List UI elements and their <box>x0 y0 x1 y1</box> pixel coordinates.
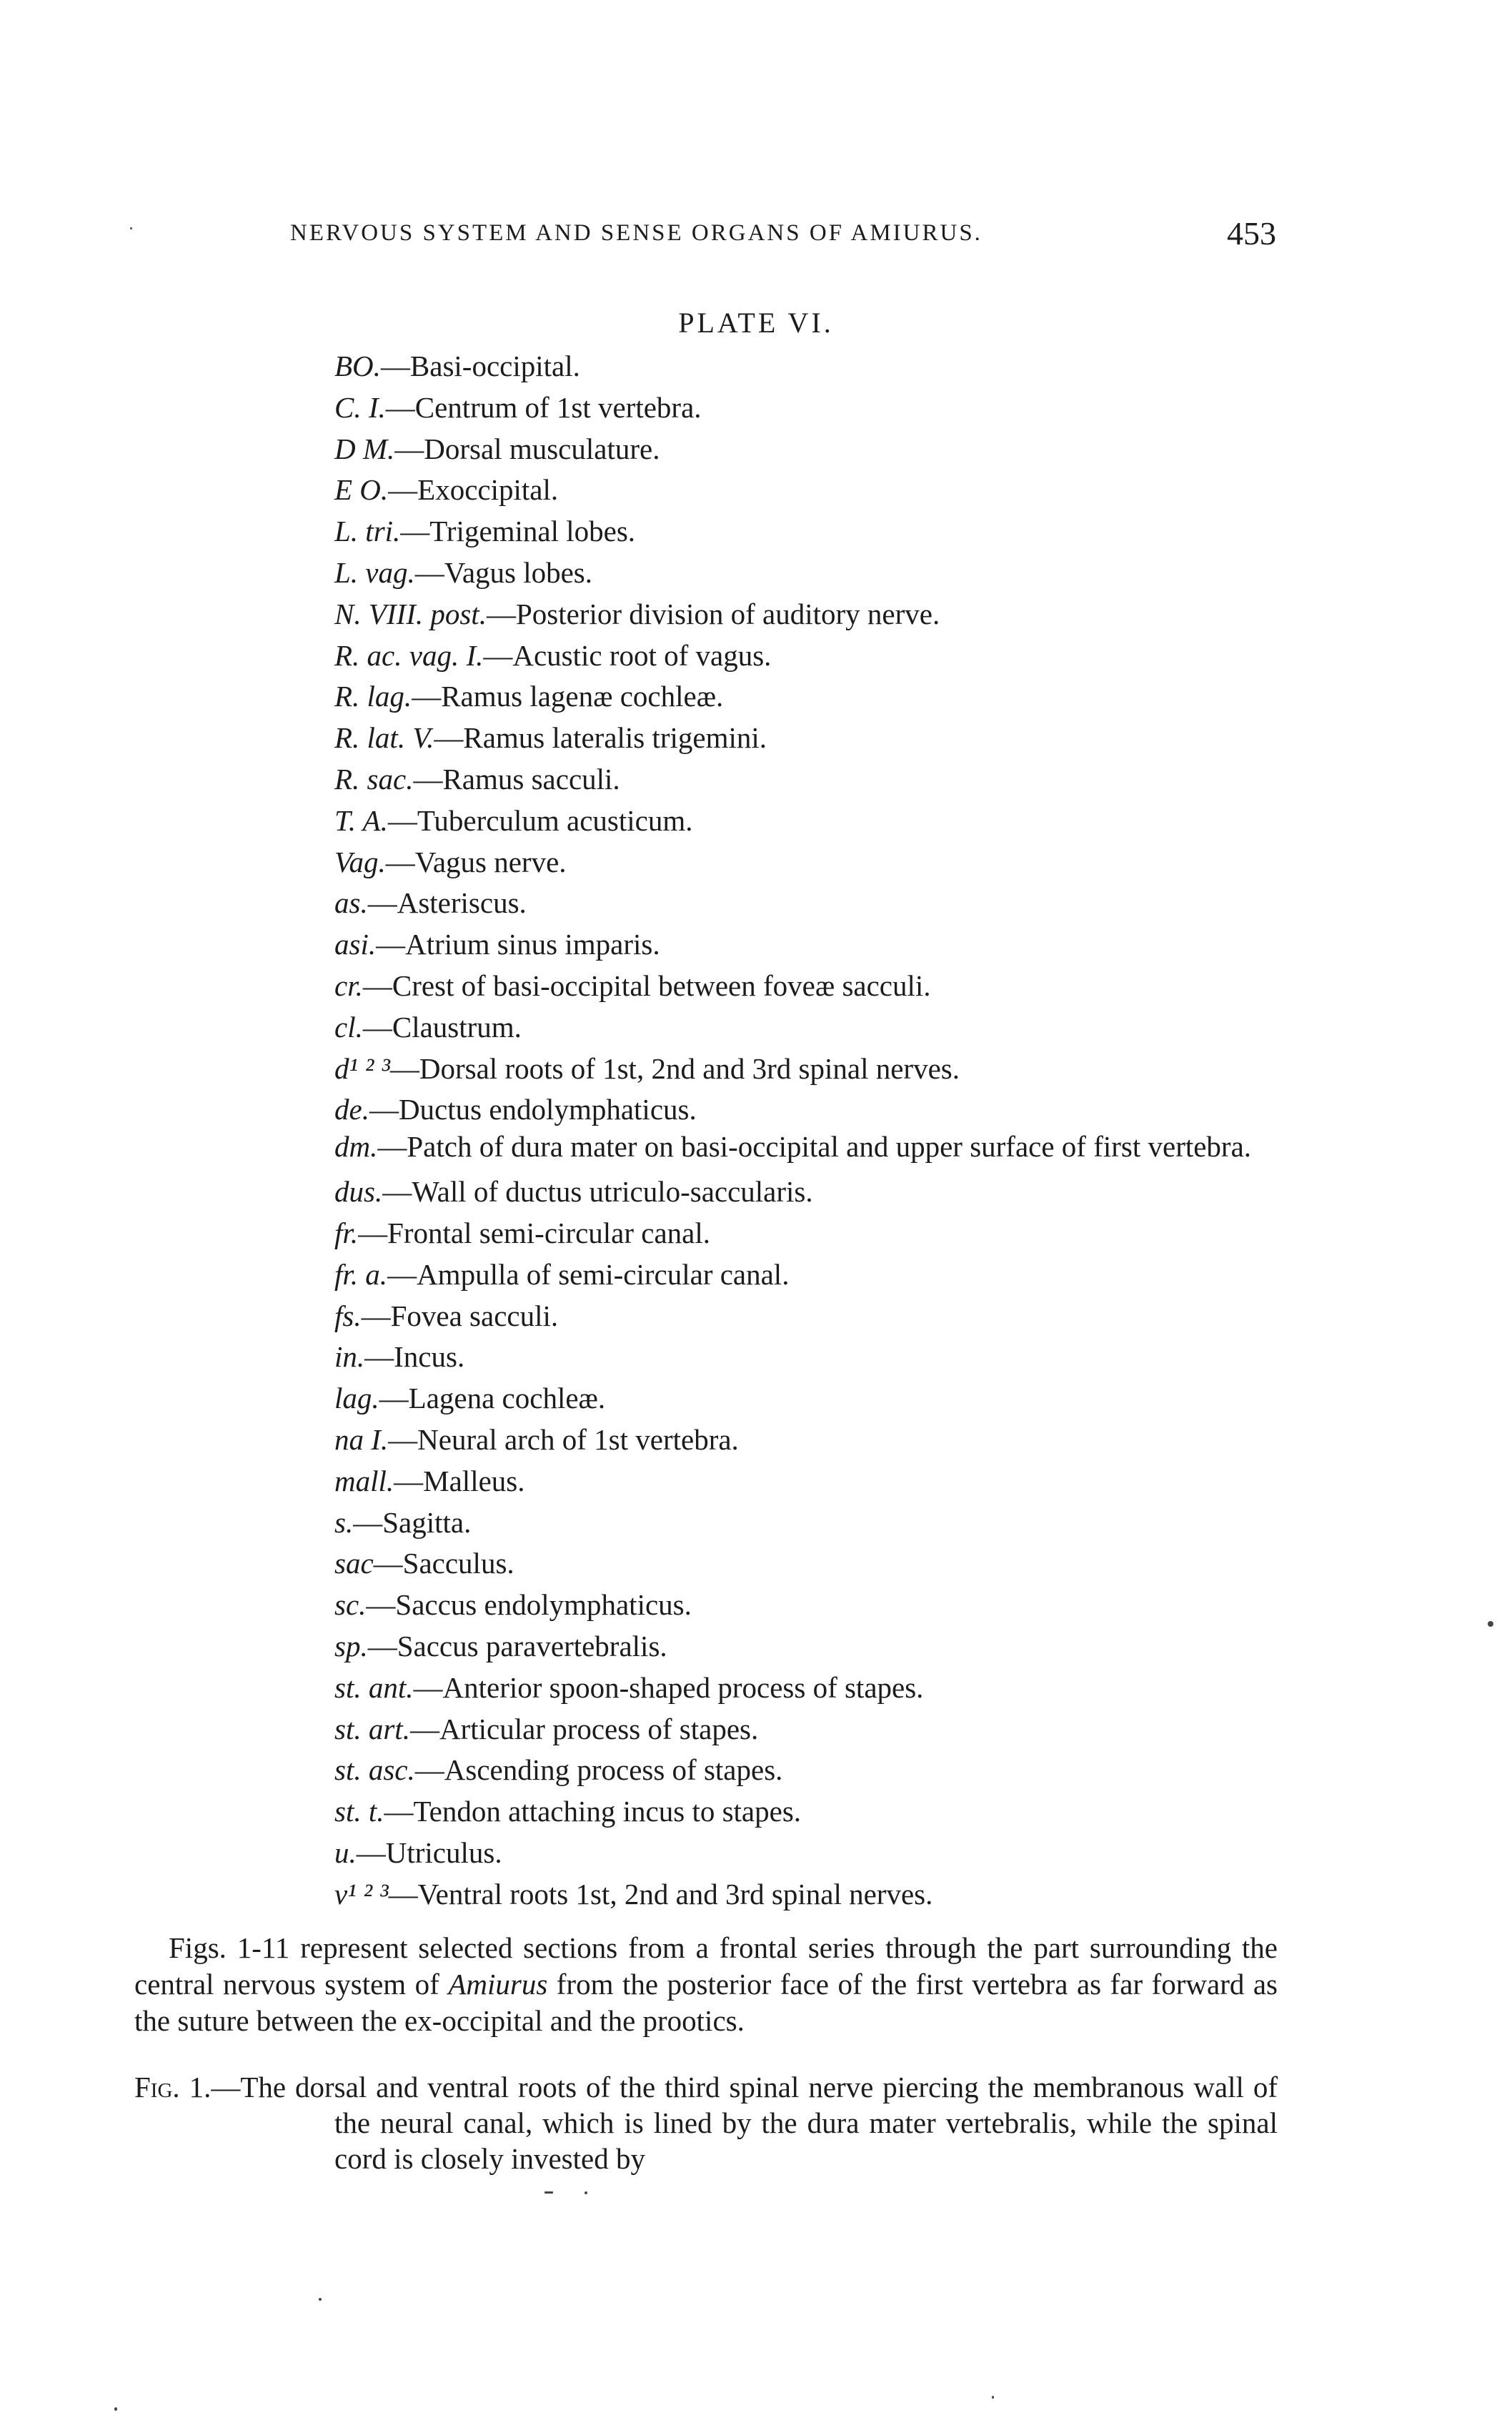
legend-item <box>334 1709 1278 1750</box>
legend-item <box>334 842 1278 883</box>
legend-dash: — <box>382 1175 412 1209</box>
legend-description: Lagena cochleæ. <box>408 1382 606 1415</box>
legend-description: Ventral roots 1st, 2nd and 3rd spinal nerves. <box>417 1877 933 1911</box>
page-number: 453 <box>1227 215 1276 252</box>
legend-abbreviation: Vag. <box>334 845 386 878</box>
legend-dash: — <box>387 1257 417 1291</box>
legend-item <box>334 1171 1278 1213</box>
legend-description: Dorsal musculature. <box>424 432 660 465</box>
legend-abbreviation: v¹ ² ³ <box>334 1877 389 1911</box>
legend-dash: — <box>361 1299 391 1332</box>
legend-abbreviation: R. sac. <box>334 762 414 796</box>
legend-description: Basi-occipital. <box>409 350 580 382</box>
legend-abbreviation: st. art. <box>334 1712 410 1745</box>
legend-description: Incus. <box>394 1340 465 1374</box>
legend-dash: — <box>486 597 516 630</box>
legend-item <box>334 470 1278 511</box>
legend-abbreviation: fr. a. <box>334 1257 388 1291</box>
legend-description: Ramus sacculi. <box>442 762 620 796</box>
legend-dash: — <box>373 1547 403 1580</box>
plate-heading: PLATE VI. <box>678 307 834 339</box>
running-head <box>290 214 1276 257</box>
legend-description: Articular process of stapes. <box>439 1712 759 1745</box>
figure-caption: Fig. 1.—The dorsal and ventral roots of the third spinal nerve piercing the membranous wall of the neural canal, which is lined by the dura mater vertebralis, while the spinal cord is closely invested by <box>134 2071 1278 2175</box>
legend-dash: — <box>414 555 444 589</box>
legend-dash: — <box>412 680 442 713</box>
legend-abbreviation: sc. <box>334 1588 367 1622</box>
legend-abbreviation: fs. <box>334 1299 362 1332</box>
legend-description: Trigeminal lobes. <box>429 515 636 548</box>
legend-description: Posterior division of auditory nerve. <box>515 597 940 630</box>
legend-dash: — <box>434 721 464 755</box>
legend-abbreviation: fr. <box>334 1216 359 1249</box>
legend-abbreviation: st. t. <box>334 1795 384 1828</box>
plate-legend <box>334 346 1278 1915</box>
legend-abbreviation: R. lat. V. <box>334 721 434 755</box>
legend-item <box>334 594 1278 635</box>
legend-description: Sagitta. <box>382 1505 472 1539</box>
legend-dash: — <box>384 1795 414 1828</box>
legend-item <box>334 1750 1278 1791</box>
legend-dash: — <box>367 1629 397 1663</box>
legend-item <box>334 346 1278 387</box>
legend-item <box>334 966 1278 1007</box>
legend-dash: — <box>380 350 410 382</box>
legend-item <box>334 553 1278 594</box>
legend-item <box>334 1833 1278 1874</box>
legend-description: Acustic root of vagus. <box>512 638 772 672</box>
legend-abbreviation: sp. <box>334 1629 368 1663</box>
legend-item <box>334 1874 1278 1916</box>
legend-description: Saccus endolymphaticus. <box>395 1588 692 1622</box>
figure-text: The dorsal and ventral roots of the third spinal nerve piercing the membranous wall of the neural canal, which is lined by the dura mater vertebralis, while the spinal cord is closely invested by <box>240 2071 1278 2175</box>
legend-abbreviation: st. asc. <box>334 1753 415 1787</box>
legend-description: Exoccipital. <box>417 473 559 507</box>
legend-item <box>334 511 1278 553</box>
legend-description: Patch of dura mater on basi-occipital and upper surface of first vertebra. <box>407 1130 1252 1164</box>
legend-description: Sacculus. <box>402 1547 514 1580</box>
legend-abbreviation: in. <box>334 1340 365 1374</box>
legend-description: Asteriscus. <box>397 886 527 920</box>
legend-item <box>334 801 1278 842</box>
legend-dash: — <box>367 886 397 920</box>
legend-description: Malleus. <box>423 1464 525 1497</box>
legend-dash: — <box>413 1670 443 1704</box>
legend-dash: — <box>356 1835 386 1869</box>
legend-dash: — <box>353 1505 383 1539</box>
legend-description: Vagus lobes. <box>444 555 593 589</box>
legend-abbreviation: asi. <box>334 928 377 961</box>
scan-speck <box>585 2191 587 2194</box>
legend-dash: — <box>376 928 406 961</box>
legend-dash: — <box>362 968 392 1002</box>
legend-abbreviation: lag. <box>334 1382 379 1415</box>
legend-item <box>334 718 1278 759</box>
legend-item <box>334 1378 1278 1419</box>
paragraph-tail: from the posterior face of the first vertebra as far forward as the suture between the ex-occipital and the prootics. <box>134 1968 1278 2037</box>
legend-dash: — <box>394 1464 424 1497</box>
running-title: NERVOUS SYSTEM AND SENSE ORGANS OF AMIURUS. <box>290 220 983 246</box>
legend-item <box>334 635 1278 677</box>
legend-item <box>334 1502 1278 1544</box>
legend-item <box>334 1089 1278 1131</box>
legend-abbreviation: L. tri. <box>334 515 401 548</box>
legend-description: Centrum of 1st vertebra. <box>414 390 702 424</box>
legend-description: Wall of ductus utriculo-saccularis. <box>412 1175 813 1209</box>
legend-item <box>334 759 1278 801</box>
legend-description: Anterior spoon-shaped process of stapes. <box>442 1670 924 1704</box>
scan-speck <box>130 227 132 229</box>
legend-abbreviation: R. ac. vag. I. <box>334 638 484 672</box>
legend-abbreviation: E O. <box>334 473 389 507</box>
legend-description: Saccus paravertebralis. <box>397 1629 667 1663</box>
legend-abbreviation: cl. <box>334 1010 363 1044</box>
legend-description: Tuberculum acusticum. <box>417 803 693 837</box>
legend-abbreviation: st. ant. <box>334 1670 414 1704</box>
legend-item <box>334 1131 1278 1162</box>
legend-abbreviation: u. <box>334 1835 357 1869</box>
legend-item <box>334 924 1278 966</box>
legend-dash: — <box>388 473 418 507</box>
legend-item <box>334 1543 1278 1585</box>
legend-abbreviation: L. vag. <box>334 555 415 589</box>
legend-description: Utriculus. <box>385 1835 502 1869</box>
legend-abbreviation: dm. <box>334 1130 378 1164</box>
legend-description: Ductus endolymphaticus. <box>398 1093 697 1126</box>
legend-abbreviation: D M. <box>334 432 395 465</box>
legend-dash: — <box>358 1216 388 1249</box>
legend-dash: — <box>394 432 424 465</box>
legend-item <box>334 1791 1278 1833</box>
legend-description: Ampulla of semi-circular canal. <box>417 1257 790 1291</box>
body-paragraph <box>134 1930 1278 2039</box>
legend-abbreviation: BO. <box>334 350 381 382</box>
legend-abbreviation: na I. <box>334 1422 389 1456</box>
legend-item <box>334 676 1278 718</box>
paragraph-lead: Figs. 1-11 represent selected sections from a frontal series through the part surrounding the central nervous system of <box>134 1931 1278 2001</box>
legend-abbreviation: as. <box>334 886 368 920</box>
paragraph-genus: Amiurus <box>448 1968 548 2001</box>
legend-dash: — <box>409 1712 439 1745</box>
legend-description: Dorsal roots of 1st, 2nd and 3rd spinal nerves. <box>419 1051 960 1085</box>
legend-item <box>334 1049 1278 1090</box>
legend-description: Ascending process of stapes. <box>444 1753 783 1787</box>
scan-speck <box>992 2396 994 2399</box>
legend-dash: — <box>388 1877 418 1911</box>
legend-item <box>334 1668 1278 1709</box>
legend-item <box>334 1296 1278 1337</box>
legend-abbreviation: C. I. <box>334 390 386 424</box>
legend-dash: — <box>377 1130 407 1164</box>
scan-speck <box>114 2407 117 2411</box>
legend-item <box>334 1585 1278 1626</box>
legend-abbreviation: T. A. <box>334 803 388 837</box>
legend-item <box>334 883 1278 924</box>
legend-dash: — <box>366 1588 396 1622</box>
legend-abbreviation: cr. <box>334 968 363 1002</box>
legend-dash: — <box>389 1051 419 1085</box>
legend-abbreviation: mall. <box>334 1464 394 1497</box>
legend-description: Atrium sinus imparis. <box>405 928 660 961</box>
legend-abbreviation: sac <box>334 1547 374 1580</box>
legend-dash: — <box>364 1340 394 1374</box>
legend-item <box>334 1213 1278 1254</box>
legend-dash: — <box>483 638 513 672</box>
legend-description: Frontal semi-circular canal. <box>387 1216 711 1249</box>
legend-abbreviation: d¹ ² ³ <box>334 1051 390 1085</box>
legend-item <box>334 1337 1278 1378</box>
legend-description: Fovea sacculi. <box>390 1299 559 1332</box>
legend-dash: — <box>414 1753 444 1787</box>
legend-dash: — <box>413 762 443 796</box>
legend-dash: — <box>387 803 417 837</box>
legend-item <box>334 1007 1278 1049</box>
legend-item <box>334 429 1278 470</box>
legend-abbreviation: R. lag. <box>334 680 412 713</box>
legend-item <box>334 1461 1278 1502</box>
legend-dash: — <box>362 1010 392 1044</box>
legend-dash: — <box>369 1093 399 1126</box>
scan-speck <box>319 2298 322 2301</box>
legend-dash: — <box>385 390 415 424</box>
legend-abbreviation: de. <box>334 1093 369 1126</box>
legend-item <box>334 1419 1278 1461</box>
legend-description: Tendon attaching incus to stapes. <box>413 1795 802 1828</box>
legend-abbreviation: N. VIII. post. <box>334 597 487 630</box>
legend-item <box>334 1254 1278 1296</box>
legend-description: Crest of basi-occipital between foveæ sacculi. <box>392 968 931 1002</box>
legend-item <box>334 1626 1278 1668</box>
scan-speck <box>544 2191 553 2194</box>
legend-description: Ramus lagenæ cochleæ. <box>441 680 724 713</box>
legend-dash: — <box>400 515 430 548</box>
figure-label: Fig. 1. <box>134 2071 212 2104</box>
legend-abbreviation: s. <box>334 1505 354 1539</box>
legend-description: Vagus nerve. <box>414 845 567 878</box>
legend-dash: — <box>388 1422 418 1456</box>
legend-item <box>334 387 1278 429</box>
legend-description: Claustrum. <box>392 1010 522 1044</box>
legend-description: Neural arch of 1st vertebra. <box>417 1422 739 1456</box>
legend-abbreviation: dus. <box>334 1175 383 1209</box>
legend-dash: — <box>385 845 415 878</box>
legend-dash: — <box>379 1382 409 1415</box>
scan-speck <box>1488 1621 1493 1627</box>
legend-description: Ramus lateralis trigemini. <box>463 721 767 755</box>
